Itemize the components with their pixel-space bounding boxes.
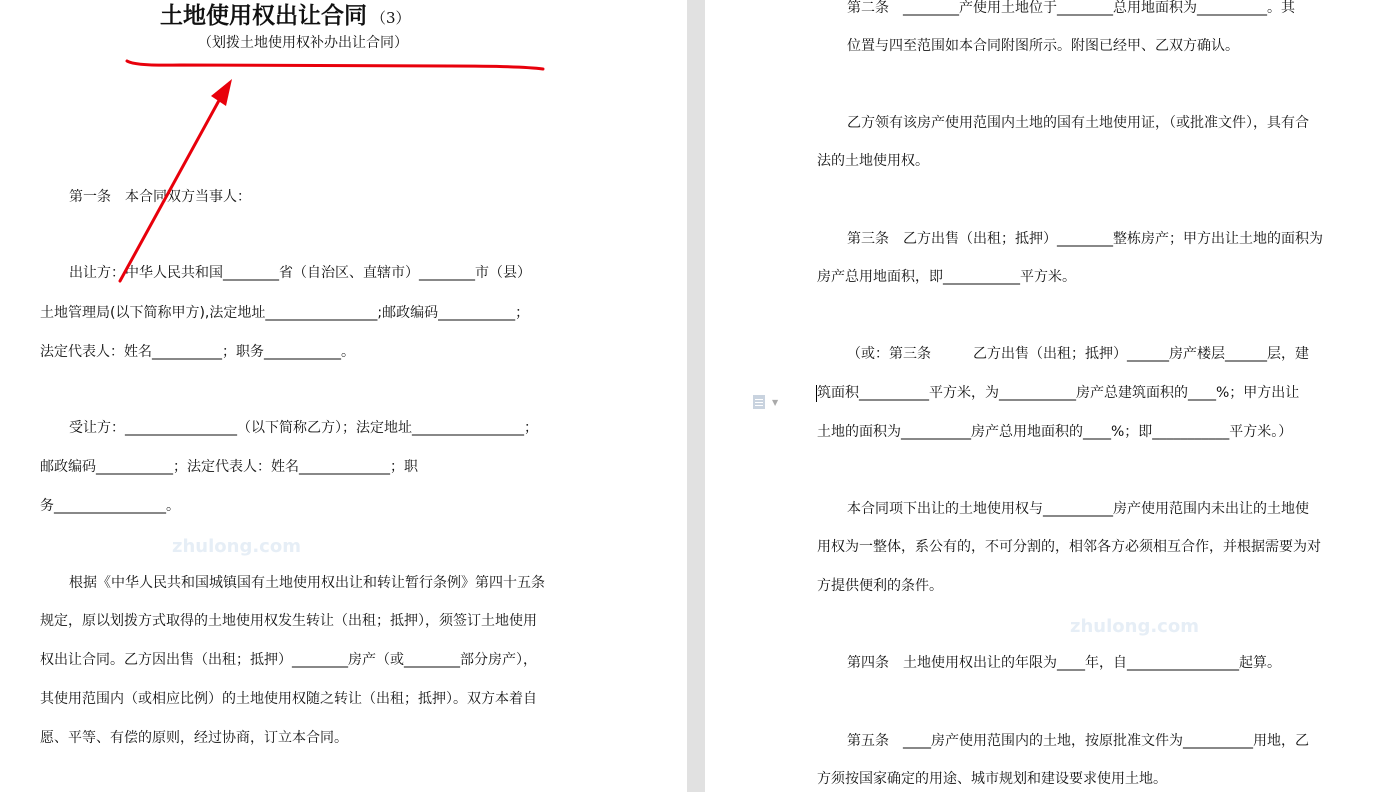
paragraph-line: 方提供便利的条件。	[817, 578, 943, 594]
paragraph-line: 土地管理局(以下简称甲方),法定地址________________;邮政编码___________；	[40, 305, 530, 321]
paragraph-line: 本合同项下出让的土地使用权与__________房产使用范围内未出让的土地使	[847, 501, 1309, 517]
paragraph-line: 务________________。	[40, 498, 180, 514]
paragraph-line: 第五条 ____房产使用范围内的土地，按原批准文件为__________用地，乙	[847, 733, 1309, 749]
paragraph-line: 第四条 土地使用权出让的年限为____年，自________________起算。	[847, 655, 1281, 671]
title-number: （3）	[371, 9, 411, 27]
paragraph-line: 房产总用地面积，即___________平方米。	[817, 269, 1076, 285]
annotation-arrow-shaft	[120, 95, 222, 281]
paragraph-line: 第三条 乙方出售（出租；抵押）________整栋房产；甲方出让土地的面积为	[847, 231, 1323, 247]
paragraph-line: 邮政编码___________；法定代表人：姓名_____________；职	[40, 459, 418, 475]
paragraph-line: 根据《中华人民共和国城镇国有土地使用权出让和转让暂行条例》第四十五条	[69, 575, 545, 591]
paragraph-line: 位置与四至范围如本合同附图所示。附图已经甲、乙双方确认。	[847, 38, 1239, 54]
paragraph-line: 其使用范围内（或相应比例）的土地使用权随之转让（出租；抵押）。双方本着自	[40, 691, 537, 707]
document-subtitle: （划拨土地使用权补办出让合同）	[198, 35, 408, 51]
paragraph-line: 受让方：________________（以下简称乙方）；法定地址________________；	[69, 420, 538, 436]
paragraph-line: （或：第三条 乙方出售（出租；抵押）______房产楼层______层，建	[847, 346, 1309, 362]
watermark: zhulong.com	[1070, 616, 1199, 637]
paragraph-line: 方须按国家确定的用途、城市规划和建设要求使用土地。	[817, 771, 1167, 787]
chevron-down-icon[interactable]: ▼	[772, 398, 779, 407]
paragraph-line: 出让方：中华人民共和国________省（自治区、直辖市）________市（县）	[69, 265, 531, 281]
paragraph-line: 用权为一整体，系公有的，不可分割的，相邻各方必须相互合作，并根据需要为对	[817, 539, 1321, 555]
annotation-arrowhead	[211, 79, 232, 106]
paragraph-line: 第一条 本合同双方当事人：	[69, 189, 251, 205]
paragraph-line: 乙方领有该房产使用范围内土地的国有土地使用证，（或批准文件），具有合	[847, 115, 1309, 131]
paragraph-line: 土地的面积为__________房产总用地面积的____%；即___________平方米。）	[817, 424, 1293, 440]
title-text: 土地使用权出让合同	[160, 2, 367, 29]
paragraph-line: 权出让合同。乙方因出售（出租；抵押）________房产（或________部分房产），	[40, 652, 537, 668]
paragraph-line: 规定，原以划拨方式取得的土地使用权发生转让（出租；抵押），须签订土地使用	[40, 613, 537, 629]
watermark: zhulong.com	[172, 536, 301, 557]
paragraph-line: 法定代表人：姓名__________；职务___________。	[40, 344, 355, 360]
paragraph-line: 愿、平等、有偿的原则，经过协商，订立本合同。	[40, 730, 348, 746]
annotation-underline	[127, 61, 543, 69]
paragraph-line: 筑面积__________平方米，为___________房产总建筑面积的____%；甲方出让	[817, 385, 1300, 401]
paragraph-line: 法的土地使用权。	[817, 153, 929, 169]
paragraph-line: 第二条 ________产使用土地位于________总用地面积为__________。其	[847, 0, 1295, 16]
